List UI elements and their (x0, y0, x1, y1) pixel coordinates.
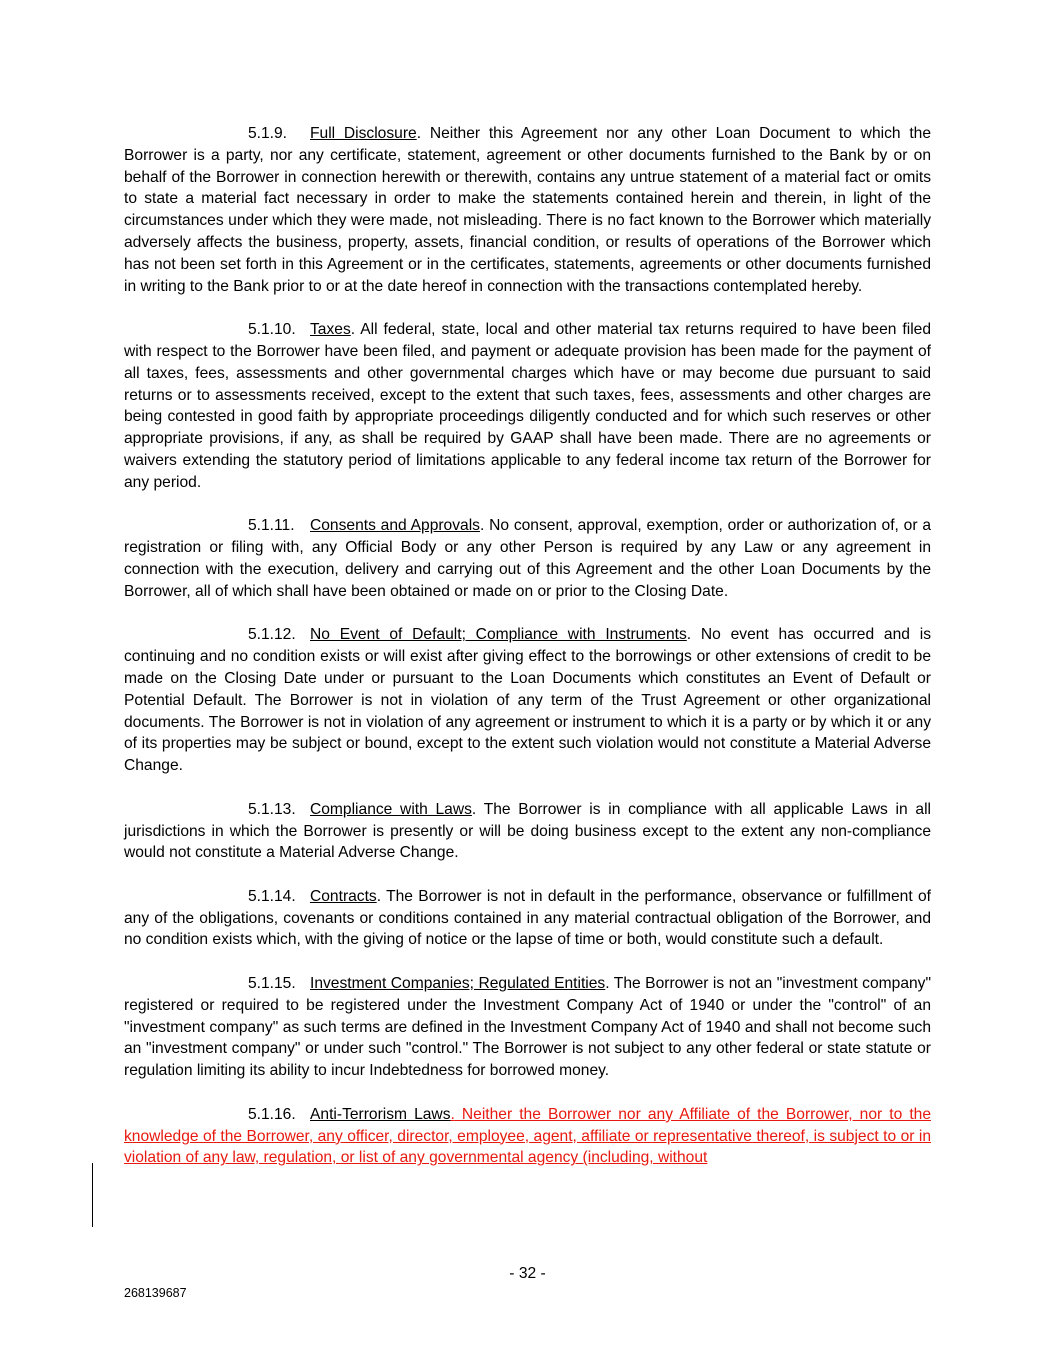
heading-period: . (471, 800, 484, 818)
section-5-1-10 (124, 319, 931, 493)
heading-period: . (686, 626, 701, 644)
section-number: 5.1.15. (248, 975, 296, 993)
section-number: 5.1.16. (248, 1105, 296, 1123)
section-5-1-16 (124, 1104, 931, 1169)
heading-period: . (605, 975, 614, 993)
section-number: 5.1.13. (248, 800, 296, 818)
section-heading: Compliance with Laws (310, 800, 472, 818)
section-5-1-15 (124, 973, 931, 1082)
section-heading: Taxes (310, 321, 351, 339)
section-5-1-9 (124, 123, 931, 297)
section-heading: Contracts (310, 887, 377, 905)
section-number: 5.1.10. (248, 321, 296, 339)
document-id: 268139687 (124, 1286, 187, 1300)
section-5-1-12 (124, 624, 931, 777)
heading-period: . (479, 517, 490, 535)
section-5-1-13 (124, 799, 931, 864)
heading-period: . (376, 887, 387, 905)
heading-period: . (416, 125, 430, 142)
section-number: 5.1.11. (248, 517, 295, 535)
section-number: 5.1.12. (248, 626, 296, 644)
section-number: 5.1.9. (248, 125, 288, 142)
section-heading: Anti-Terrorism Laws (310, 1105, 451, 1123)
section-heading: Full Disclosure (310, 125, 417, 142)
section-body: No consent, approval, exemption, order or authorization of, or a registration or filing with, any Official Body or any other Person is required by any Law or any agreement in connection with the execution, delivery and carrying out of this Agreement and the other Loan Documents by the Borrower, all of which shall have been obtained or made on or prior to the Closing Date. (124, 517, 931, 600)
page-number: - 32 - (509, 1265, 546, 1282)
section-body: Neither this Agreement nor any other Loan Document to which the Borrower is a party, nor any certificate, statement, agreement or other documents furnished to the Bank by or on behalf of the Borrower in connection herewith or therewith, contains any untrue statement of a material fact or omits to state a material fact necessary in order to make the statements contained herein and therein, in light of the circumstances under which they were made, not misleading. There is no fact known to the Borrower which materially adversely affects the business, property, assets, financial condition, or results of operations of the Borrower which has not been set forth in this Agreement or in the certificates, statements, agreements or other documents furnished in writing to the Bank prior to or at the date hereof in connection with the transactions contemplated hereby. (124, 125, 931, 295)
section-body: The Borrower is in compliance with all applicable Laws in all jurisdictions in which the Borrower is presently or will be doing business except to the extent any non-compliance would not constitute a Material Adverse Change. (124, 800, 931, 862)
heading-period: . (350, 321, 361, 339)
section-body: All federal, state, local and other material tax returns required to have been filed with respect to the Borrower have been filed, and payment or adequate provision has been made for the payment of all taxes, fees, assessments and other governmental charges which have or may become due pursuant to said returns or to assessments received, except to the extent that such taxes, fees, assessments and other charges are being contested in good faith by appropriate proceedings diligently conducted and for which such reserves or other appropriate provisions, if any, as shall be required by GAAP shall have been made. There are no agreements or waivers extending the statutory period of limitations applicable to any federal income tax return of the Borrower for any period. (124, 321, 932, 491)
inserted-period: . (450, 1105, 455, 1123)
section-5-1-11 (124, 515, 931, 602)
section-body: No event has occurred and is continuing and no condition exists or will exist after giving effect to the borrowings or other extensions of credit to be made on the Closing Date under or pursuant to the Loan Documents which constitutes an Event of Default or Potential Default. The Borrower is not in violation of any term of the Trust Agreement or other organizational documents. The Borrower is not in violation of any agreement or instrument to which it is a party or by which it or any of its properties may be subject or bound, except to the extent such violation would not constitute a Material Adverse Change. (124, 626, 931, 775)
document-body (124, 123, 931, 1169)
section-number: 5.1.14. (248, 887, 296, 905)
section-5-1-14 (124, 886, 931, 951)
section-heading: No Event of Default; Compliance with Instruments (310, 626, 687, 644)
section-body: The Borrower is not in default in the performance, observance or fulfillment of any of the obligations, covenants or conditions contained in any material contractual obligation of the Borrower, and no condition exists which, with the giving of notice or the lapse of time or both, would constitute such a default. (124, 887, 931, 949)
section-heading: Consents and Approvals (310, 517, 480, 535)
section-heading: Investment Companies; Regulated Entities (310, 975, 606, 993)
revision-change-bar (92, 1163, 93, 1227)
section-body: The Borrower is not an "investment company" registered or required to be registered under the Investment Company Act of 1940 or under the "control" of an "investment company" as such terms are defined in the Investment Company Act of 1940 and shall not become such an "investment company" or under such "control." The Borrower is not subject to any other federal or state statute or regulation limiting its ability to incur Indebtedness for borrowed money. (124, 975, 931, 1080)
inserted-revision-text: Neither the Borrower nor any Affiliate of the Borrower, nor to the knowledge of the Borrower, any officer, director, employee, agent, affiliate or representative thereof, is subject to or in violation of any law, regulation, or list of any governmental agency (including, without (124, 1105, 931, 1167)
